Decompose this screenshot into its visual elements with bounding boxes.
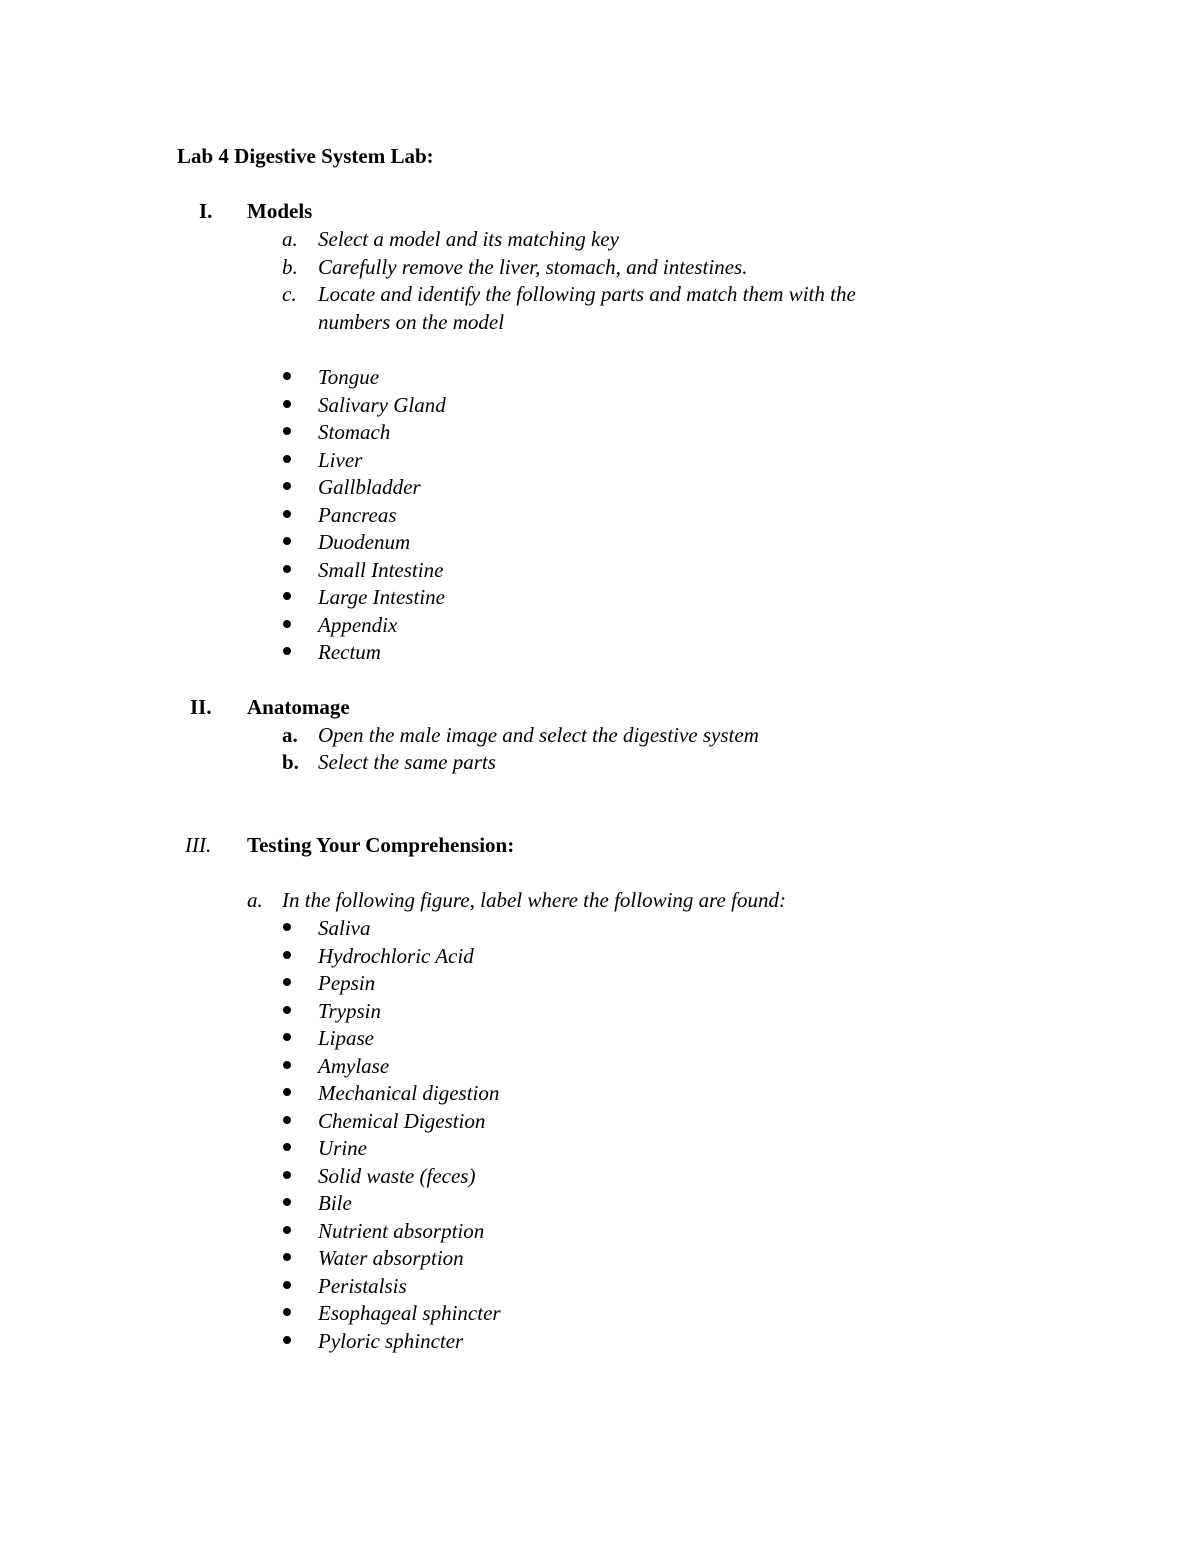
step-text: In the following figure, label where the following are found:	[282, 888, 786, 912]
bullet-icon	[283, 923, 291, 931]
list-item: Stomach	[318, 420, 391, 444]
list-item: Pepsin	[318, 971, 376, 995]
bullet-icon	[283, 1006, 291, 1014]
list-item: Appendix	[318, 613, 398, 637]
list-item: Tongue	[318, 365, 380, 389]
bullet-icon	[283, 510, 291, 518]
list-item: Large Intestine	[318, 585, 445, 609]
list-item: Mechanical digestion	[318, 1081, 500, 1105]
bullet-icon	[283, 565, 291, 573]
bullet-icon	[283, 427, 291, 435]
bullet-icon	[283, 1171, 291, 1179]
section-numeral: II.	[190, 695, 212, 719]
step-marker: b.	[282, 750, 299, 774]
step-marker: a.	[247, 888, 263, 912]
bullet-icon	[283, 1061, 291, 1069]
list-item: Pancreas	[318, 503, 397, 527]
bullet-icon	[283, 1308, 291, 1316]
bullet-icon	[283, 1336, 291, 1344]
step-text: Open the male image and select the digestive system	[318, 723, 759, 747]
list-item: Esophageal sphincter	[318, 1301, 501, 1325]
list-item: Chemical Digestion	[318, 1109, 486, 1133]
list-item: Gallbladder	[318, 475, 421, 499]
list-item: Rectum	[318, 640, 381, 664]
list-item: Liver	[318, 448, 363, 472]
section-heading: Anatomage	[247, 695, 350, 719]
bullet-icon	[283, 1198, 291, 1206]
list-item: Water absorption	[318, 1246, 464, 1270]
list-item: Urine	[318, 1136, 367, 1160]
list-item: Trypsin	[318, 999, 382, 1023]
bullet-icon	[283, 620, 291, 628]
list-item: Nutrient absorption	[318, 1219, 485, 1243]
list-item: Duodenum	[318, 530, 411, 554]
bullet-icon	[283, 1143, 291, 1151]
document-title: Lab 4 Digestive System Lab:	[177, 144, 434, 168]
bullet-icon	[283, 1088, 291, 1096]
bullet-icon	[283, 537, 291, 545]
bullet-icon	[283, 1116, 291, 1124]
step-marker: c.	[282, 282, 297, 306]
bullet-icon	[283, 1253, 291, 1261]
list-item: Hydrochloric Acid	[318, 944, 474, 968]
step-text-continuation: numbers on the model	[318, 310, 505, 334]
step-marker: b.	[282, 255, 298, 279]
section-heading: Testing Your Comprehension:	[247, 833, 515, 857]
step-marker: a.	[282, 227, 298, 251]
bullet-icon	[283, 592, 291, 600]
section-numeral: III.	[185, 833, 212, 857]
step-marker: a.	[282, 723, 298, 747]
step-text: Locate and identify the following parts and match them with the	[318, 282, 856, 306]
bullet-icon	[283, 482, 291, 490]
step-text: Select a model and its matching key	[318, 227, 619, 251]
section-heading: Models	[247, 199, 313, 223]
bullet-icon	[283, 1033, 291, 1041]
bullet-icon	[283, 400, 291, 408]
list-item: Solid waste (feces)	[318, 1164, 476, 1188]
bullet-icon	[283, 455, 291, 463]
bullet-icon	[283, 1281, 291, 1289]
section-numeral: I.	[199, 199, 213, 223]
bullet-icon	[283, 372, 291, 380]
list-item: Small Intestine	[318, 558, 444, 582]
bullet-icon	[283, 647, 291, 655]
step-text: Carefully remove the liver, stomach, and intestines.	[318, 255, 748, 279]
bullet-icon	[283, 1226, 291, 1234]
step-text: Select the same parts	[318, 750, 496, 774]
list-item: Saliva	[318, 916, 371, 940]
list-item: Amylase	[318, 1054, 390, 1078]
list-item: Pyloric sphincter	[318, 1329, 464, 1353]
bullet-icon	[283, 951, 291, 959]
list-item: Bile	[318, 1191, 352, 1215]
bullet-icon	[283, 978, 291, 986]
list-item: Lipase	[318, 1026, 375, 1050]
list-item: Salivary Gland	[318, 393, 446, 417]
list-item: Peristalsis	[318, 1274, 407, 1298]
